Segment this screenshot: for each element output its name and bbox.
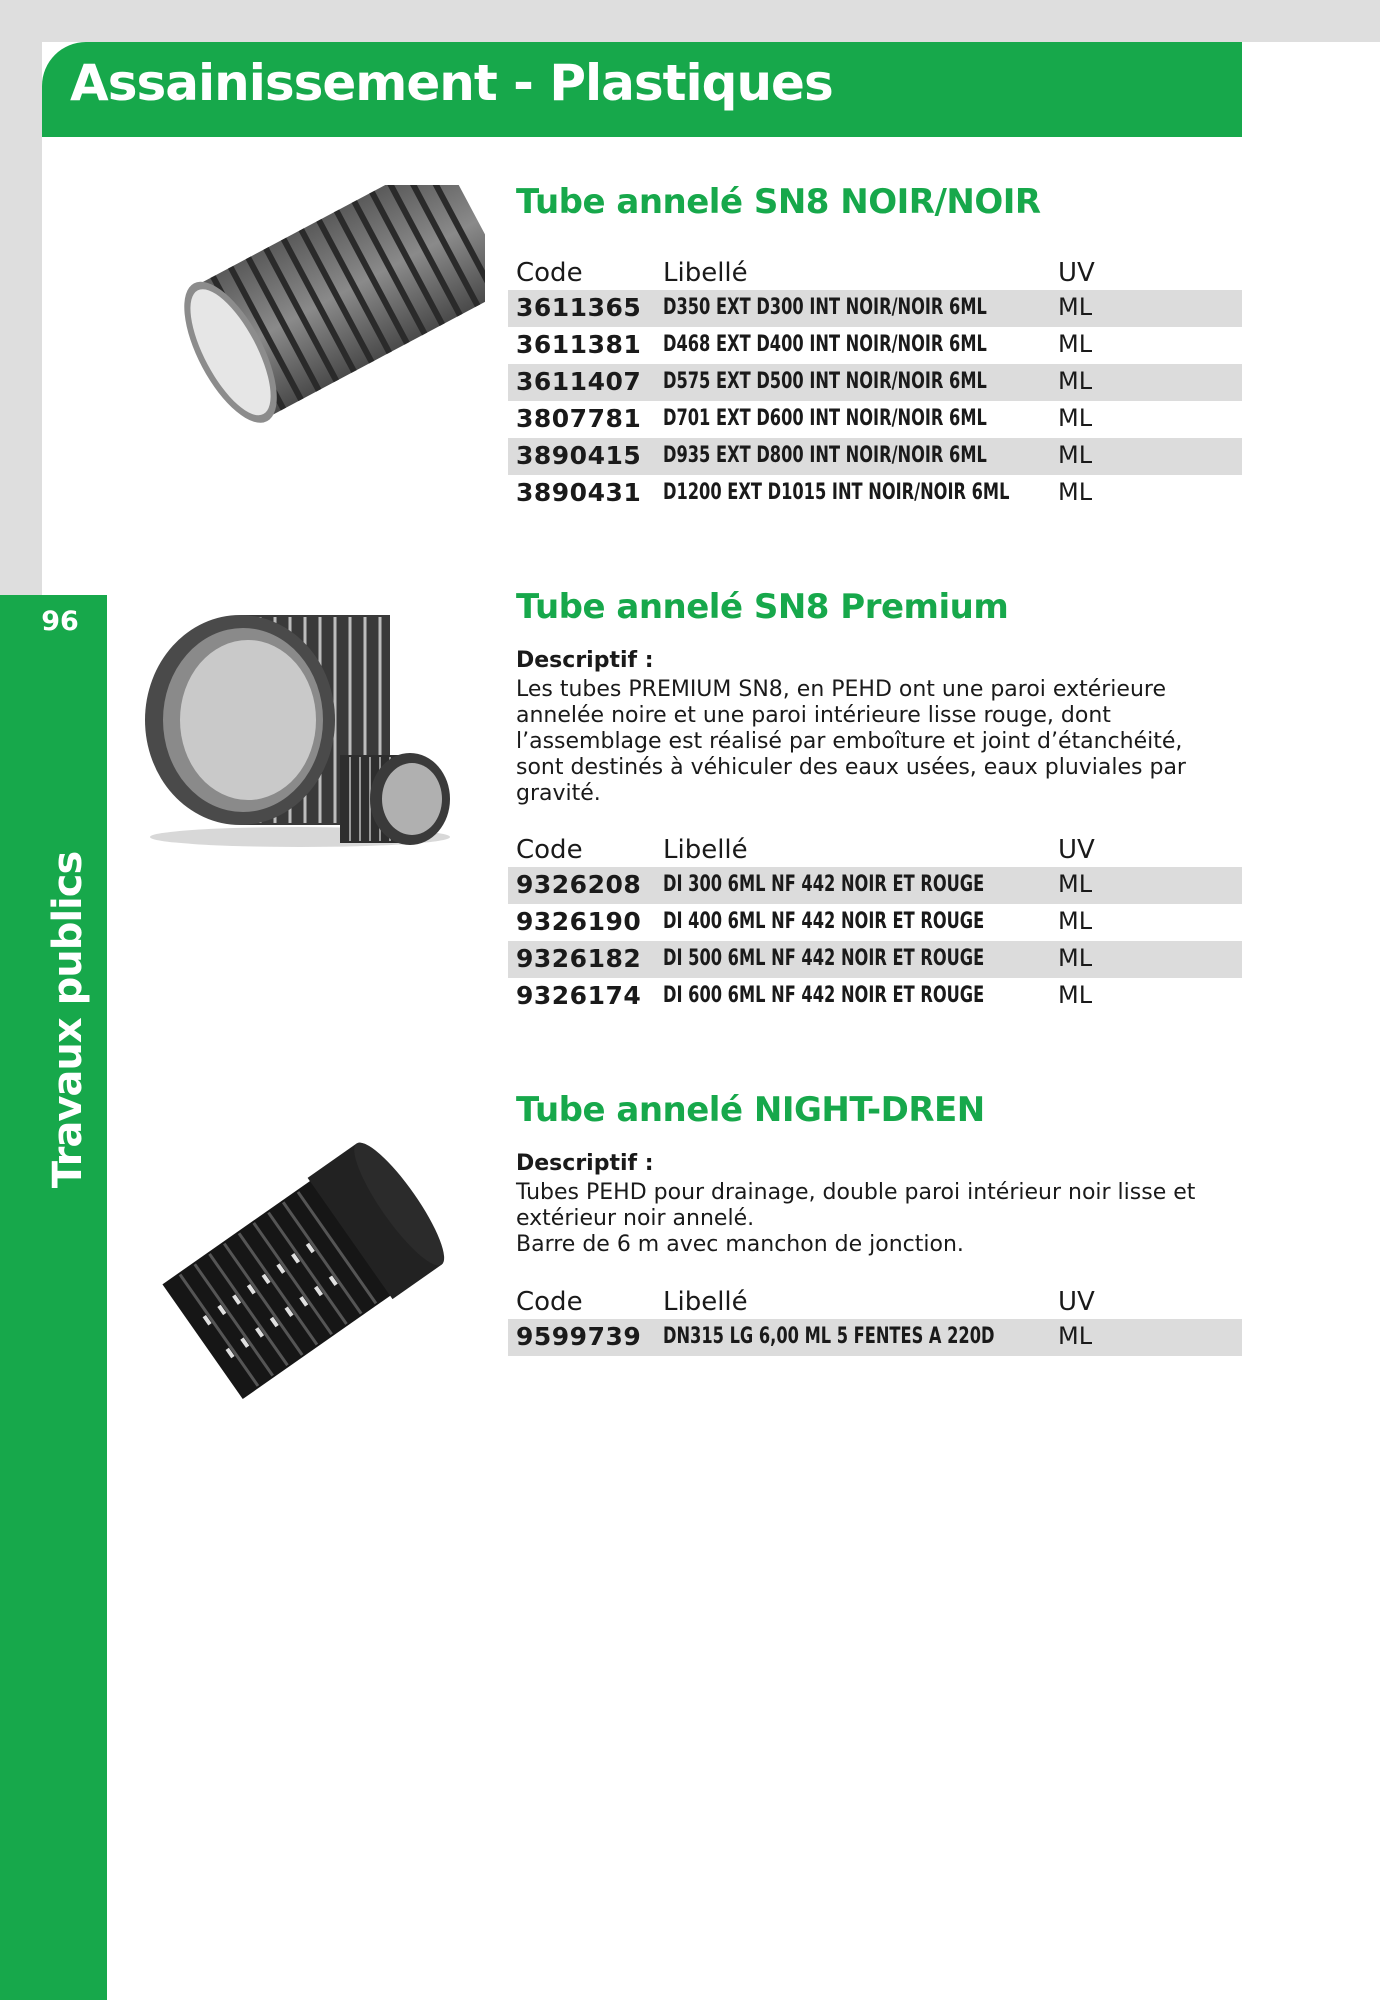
cell-libelle: D575 EXT D500 INT NOIR/NOIR 6ML <box>663 369 987 394</box>
cell-libelle: DI 300 6ML NF 442 NOIR ET ROUGE <box>663 872 985 897</box>
cell-uv: ML <box>1058 478 1093 506</box>
page-number: 96 <box>41 606 79 637</box>
header-code: Code <box>516 835 583 865</box>
cell-code: 9326190 <box>516 907 642 936</box>
header-code: Code <box>516 258 583 288</box>
cell-code: 9326174 <box>516 981 642 1010</box>
cell-uv: ML <box>1058 367 1093 395</box>
table-row <box>508 978 1242 1015</box>
header-libelle: Libellé <box>663 835 748 865</box>
side-category-label: Travaux publics <box>45 851 91 1189</box>
description-text <box>516 1180 1236 1258</box>
side-tab <box>0 595 107 2000</box>
cell-uv: ML <box>1058 907 1093 935</box>
header-uv: UV <box>1058 1287 1095 1317</box>
table-row <box>508 867 1242 904</box>
table-row <box>508 327 1242 364</box>
section-title: Tube annelé NIGHT-DREN <box>516 1090 985 1130</box>
header-code: Code <box>516 1287 583 1317</box>
left-frame-strip <box>0 0 42 595</box>
cell-uv: ML <box>1058 330 1093 358</box>
cell-uv: ML <box>1058 293 1093 321</box>
cell-code: 9326182 <box>516 944 642 973</box>
header-uv: UV <box>1058 835 1095 865</box>
cell-uv: ML <box>1058 441 1093 469</box>
cell-uv: ML <box>1058 870 1093 898</box>
premium-pipe-rings-image <box>140 605 480 850</box>
description-line: annelée noire et une paroi intérieure lisse rouge, dont <box>516 703 1111 728</box>
table-row <box>508 475 1242 512</box>
description-line: sont destinés à véhiculer des eaux usées, eaux pluviales par <box>516 755 1186 780</box>
header-libelle: Libellé <box>663 1287 748 1317</box>
product-table <box>508 254 1242 512</box>
cell-libelle: D935 EXT D800 INT NOIR/NOIR 6ML <box>663 443 987 468</box>
cell-libelle: DI 600 6ML NF 442 NOIR ET ROUGE <box>663 983 985 1008</box>
description-line: extérieur noir annelé. <box>516 1206 755 1231</box>
cell-uv: ML <box>1058 981 1093 1009</box>
cell-uv: ML <box>1058 944 1093 972</box>
cell-code: 3611381 <box>516 330 642 359</box>
top-frame-strip <box>0 0 1380 42</box>
description-line: l’assemblage est réalisé par emboîture et joint d’étanchéité, <box>516 729 1183 754</box>
cell-uv: ML <box>1058 404 1093 432</box>
cell-uv: ML <box>1058 1322 1093 1350</box>
cell-code: 3611407 <box>516 367 642 396</box>
description-line: Tubes PEHD pour drainage, double paroi intérieur noir lisse et <box>516 1180 1196 1205</box>
cell-libelle: D350 EXT D300 INT NOIR/NOIR 6ML <box>663 295 987 320</box>
description-text <box>516 677 1236 807</box>
table-row <box>508 364 1242 401</box>
table-row <box>508 904 1242 941</box>
table-header <box>508 254 1242 290</box>
cell-code: 9599739 <box>516 1322 642 1351</box>
cell-libelle: D1200 EXT D1015 INT NOIR/NOIR 6ML <box>663 480 1010 505</box>
table-row <box>508 401 1242 438</box>
product-table <box>508 1283 1242 1356</box>
header-libelle: Libellé <box>663 258 748 288</box>
grey-corrugated-pipe-image <box>180 185 485 430</box>
description-heading: Descriptif : <box>516 648 654 673</box>
description-line: gravité. <box>516 781 601 806</box>
description-heading: Descriptif : <box>516 1151 654 1176</box>
cell-libelle: D468 EXT D400 INT NOIR/NOIR 6ML <box>663 332 987 357</box>
cell-code: 3890415 <box>516 441 642 470</box>
cell-libelle: D701 EXT D600 INT NOIR/NOIR 6ML <box>663 406 987 431</box>
description-line: Barre de 6 m avec manchon de jonction. <box>516 1232 964 1257</box>
cell-code: 3890431 <box>516 478 642 507</box>
table-row <box>508 438 1242 475</box>
cell-libelle: DN315 LG 6,00 ML 5 FENTES A 220D <box>663 1324 995 1349</box>
product-table <box>508 831 1242 1015</box>
header-uv: UV <box>1058 258 1095 288</box>
cell-libelle: DI 400 6ML NF 442 NOIR ET ROUGE <box>663 909 985 934</box>
cell-code: 9326208 <box>516 870 642 899</box>
header-banner <box>42 42 1242 137</box>
cell-code: 3611365 <box>516 293 642 322</box>
black-drainage-pipe-image <box>150 1120 460 1420</box>
page-title: Assainissement - Plastiques <box>70 54 833 112</box>
table-header <box>508 1283 1242 1319</box>
cell-code: 3807781 <box>516 404 642 433</box>
table-row <box>508 941 1242 978</box>
table-header <box>508 831 1242 867</box>
section-title: Tube annelé SN8 NOIR/NOIR <box>516 182 1041 222</box>
table-row <box>508 290 1242 327</box>
section-title: Tube annelé SN8 Premium <box>516 587 1009 627</box>
cell-libelle: DI 500 6ML NF 442 NOIR ET ROUGE <box>663 946 985 971</box>
description-line: Les tubes PREMIUM SN8, en PEHD ont une paroi extérieure <box>516 677 1166 702</box>
table-row <box>508 1319 1242 1356</box>
